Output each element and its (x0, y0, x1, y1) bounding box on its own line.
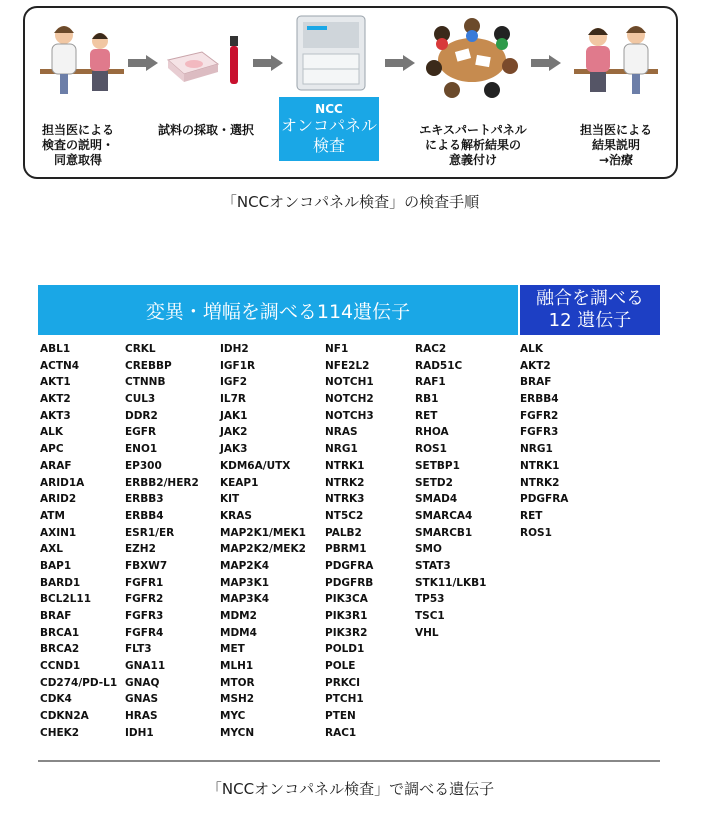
gene-name: RAD51C (415, 359, 463, 372)
gene-name: RAC2 (415, 343, 447, 355)
gene-name: CCND1 (40, 660, 81, 673)
gene-name: CUL3 (125, 393, 156, 406)
gene-name: ESR1/ER (125, 526, 175, 539)
gene-name: CDKN2A (40, 710, 89, 723)
gene-name: RAC1 (325, 726, 357, 739)
gene-name: NF1 (325, 343, 349, 355)
mutation-gene-column-2 (125, 341, 199, 742)
gene-name: NT5C2 (325, 509, 364, 522)
gene-name: IDH2 (220, 343, 249, 355)
gene-name: APC (40, 443, 64, 456)
gene-name: PDGFRB (325, 576, 374, 589)
gene-table-caption: 「NCCオンコパネル検査」で調べる遺伝子 (206, 780, 495, 798)
gene-name: CHEK2 (40, 726, 80, 739)
fusion-gene-name: ERBB4 (520, 393, 559, 406)
gene-name: CDK4 (40, 693, 72, 706)
arrow-right-icon (531, 55, 561, 71)
gene-name: ARAF (40, 459, 72, 472)
gene-name: PALB2 (325, 526, 362, 539)
step-result-label: 担当医による 結果説明 →治療 (579, 123, 652, 167)
gene-name: FGFR3 (125, 610, 164, 622)
gene-name: MAP2K1/MEK1 (220, 526, 306, 539)
gene-name: GNAQ (125, 676, 160, 689)
fusion-header-line1: 融合を調べる (536, 288, 644, 309)
gene-name: PBRM1 (325, 543, 367, 556)
gene-name: NOTCH3 (325, 409, 374, 422)
gene-name: MAP2K4 (220, 559, 270, 572)
sequencer-icon (293, 14, 369, 94)
gene-name: KRAS (220, 509, 252, 522)
arrow-right-icon (385, 55, 415, 71)
gene-name: MLH1 (220, 660, 254, 673)
gene-name: RB1 (415, 393, 439, 406)
fusion-gene-name: NTRK2 (520, 476, 560, 489)
gene-name: NTRK2 (325, 476, 365, 489)
gene-name: EGFR (125, 426, 157, 439)
gene-name: FGFR4 (125, 626, 164, 639)
fusion-gene-name: NRG1 (520, 443, 553, 456)
gene-name: MAP2K2/MEK2 (220, 543, 306, 556)
gene-name: PTCH1 (325, 693, 364, 706)
gene-name: JAK1 (220, 409, 248, 422)
gene-name: PDGFRA (325, 559, 374, 572)
fusion-gene-column (520, 341, 568, 541)
gene-name: ARID2 (40, 493, 77, 506)
step-consent-label: 担当医による 検査の説明・ 同意取得 (41, 123, 114, 167)
fusion-header-line2: 12 遺伝子 (548, 310, 632, 331)
gene-name: FLT3 (125, 643, 152, 656)
gene-name: PIK3R1 (325, 610, 368, 622)
gene-name: BAP1 (40, 559, 72, 572)
gene-name: POLE (325, 660, 356, 673)
gene-name: MTOR (220, 676, 255, 689)
gene-name: ARID1A (40, 476, 85, 489)
expert-panel-icon (422, 14, 522, 100)
gene-name: AKT1 (40, 376, 71, 389)
gene-name: FBXW7 (125, 559, 168, 572)
gene-name: STAT3 (415, 559, 451, 572)
gene-name: SETBP1 (415, 459, 460, 472)
gene-name: BRCA2 (40, 643, 80, 656)
gene-name: IGF1R (220, 359, 256, 372)
gene-name: STK11/LKB1 (415, 576, 487, 589)
step-sample-label: 試料の採取・選択 (157, 123, 254, 137)
gene-name: PTEN (325, 710, 356, 723)
ncc-oncopanel-box (279, 97, 379, 161)
gene-name: EP300 (125, 459, 162, 472)
gene-name: NOTCH2 (325, 393, 374, 406)
gene-name: MAP3K1 (220, 576, 270, 589)
ncc-box-line3: 検査 (312, 136, 345, 155)
table-divider (38, 760, 660, 762)
gene-name: TP53 (415, 593, 445, 606)
fusion-gene-name: ROS1 (520, 526, 552, 539)
gene-name: MSH2 (220, 693, 255, 706)
gene-name: SMARCA4 (415, 509, 473, 522)
gene-name: JAK2 (220, 426, 248, 439)
gene-name: ERBB4 (125, 509, 164, 522)
gene-name: NRAS (325, 426, 358, 439)
step-expert-panel-label: エキスパートパネル による解析結果の 意義付け (419, 123, 527, 167)
gene-name: AKT2 (40, 393, 71, 406)
gene-name: FGFR2 (125, 593, 164, 606)
gene-name: JAK3 (220, 443, 248, 456)
gene-name: ENO1 (125, 443, 158, 456)
gene-name: KDM6A/UTX (220, 459, 291, 472)
gene-name: RET (415, 409, 438, 422)
gene-name: CREBBP (125, 359, 172, 372)
gene-name: EZH2 (125, 543, 156, 556)
gene-name: FGFR1 (125, 576, 164, 589)
gene-name: AKT3 (40, 409, 71, 422)
gene-name: RHOA (415, 426, 449, 439)
workflow-caption: 「NCCオンコパネル検査」の検査手順 (221, 193, 480, 211)
gene-name: ERBB2/HER2 (125, 476, 199, 489)
fusion-gene-name: RET (520, 509, 543, 522)
gene-name: IGF2 (220, 376, 248, 389)
gene-name: MDM4 (220, 626, 257, 639)
gene-name: POLD1 (325, 643, 365, 656)
gene-name: NFE2L2 (325, 359, 370, 372)
arrow-right-icon (128, 55, 158, 71)
gene-name: KIT (220, 493, 240, 506)
gene-name: ABL1 (40, 343, 71, 355)
arrow-right-icon (253, 55, 283, 71)
gene-name: HRAS (125, 710, 158, 723)
gene-name: ALK (40, 426, 63, 439)
gene-name: RAF1 (415, 376, 446, 389)
gene-name: CD274/PD-L1 (40, 676, 118, 689)
gene-name: MET (220, 643, 245, 656)
gene-name: PIK3R2 (325, 626, 368, 639)
gene-name: BCL2L11 (40, 593, 92, 606)
gene-name: CTNNB (125, 376, 166, 389)
gene-name: DDR2 (125, 409, 158, 422)
gene-name: NOTCH1 (325, 376, 374, 389)
gene-name: AXL (40, 543, 63, 556)
gene-name: CRKL (125, 343, 156, 355)
fusion-gene-name: AKT2 (520, 359, 551, 372)
gene-name: BRAF (40, 610, 72, 622)
gene-name: PIK3CA (325, 593, 368, 606)
gene-name: IDH1 (125, 726, 154, 739)
gene-name: IL7R (220, 393, 246, 406)
doctor-patient-icon (570, 17, 662, 97)
fusion-gene-name: NTRK1 (520, 459, 560, 472)
gene-name: MYC (220, 710, 246, 723)
sample-tube-icon (162, 30, 248, 90)
gene-name: MDM2 (220, 610, 257, 622)
gene-name: VHL (415, 626, 439, 639)
ncc-box-line2: オンコパネル (280, 116, 377, 135)
mutation-gene-column-3 (220, 341, 306, 742)
gene-name: NRG1 (325, 443, 358, 456)
mutation-gene-column-5 (415, 341, 486, 641)
gene-name: AXIN1 (40, 526, 77, 539)
fusion-genes-header (520, 285, 660, 335)
gene-name: SMARCB1 (415, 526, 473, 539)
mutation-genes-header: 変異・増幅を調べる114遺伝子 (38, 285, 518, 335)
fusion-gene-name: BRAF (520, 376, 552, 389)
gene-name: ATM (40, 509, 65, 522)
gene-name: GNAS (125, 693, 159, 706)
gene-name: MAP3K4 (220, 593, 270, 606)
gene-name: PRKCI (325, 676, 361, 689)
gene-name: TSC1 (415, 610, 445, 622)
gene-name: ROS1 (415, 443, 447, 456)
gene-name: SMAD4 (415, 493, 458, 506)
gene-name: NTRK1 (325, 459, 365, 472)
fusion-gene-name: PDGFRA (520, 493, 569, 506)
gene-name: GNA11 (125, 660, 166, 673)
gene-name: ERBB3 (125, 493, 164, 506)
mutation-gene-column-1 (40, 341, 117, 742)
gene-name: ACTN4 (40, 359, 80, 372)
gene-name: BARD1 (40, 576, 81, 589)
gene-name: BRCA1 (40, 626, 80, 639)
doctor-patient-icon (38, 17, 126, 97)
gene-name: MYCN (220, 726, 255, 739)
ncc-box-line1: NCC (315, 102, 343, 116)
gene-name: SMO (415, 543, 442, 556)
fusion-gene-name: FGFR3 (520, 426, 559, 439)
mutation-gene-column-4 (325, 341, 374, 742)
gene-name: NTRK3 (325, 493, 365, 506)
fusion-gene-name: ALK (520, 343, 543, 355)
gene-name: KEAP1 (220, 476, 259, 489)
gene-name: SETD2 (415, 476, 453, 489)
fusion-gene-name: FGFR2 (520, 409, 559, 422)
